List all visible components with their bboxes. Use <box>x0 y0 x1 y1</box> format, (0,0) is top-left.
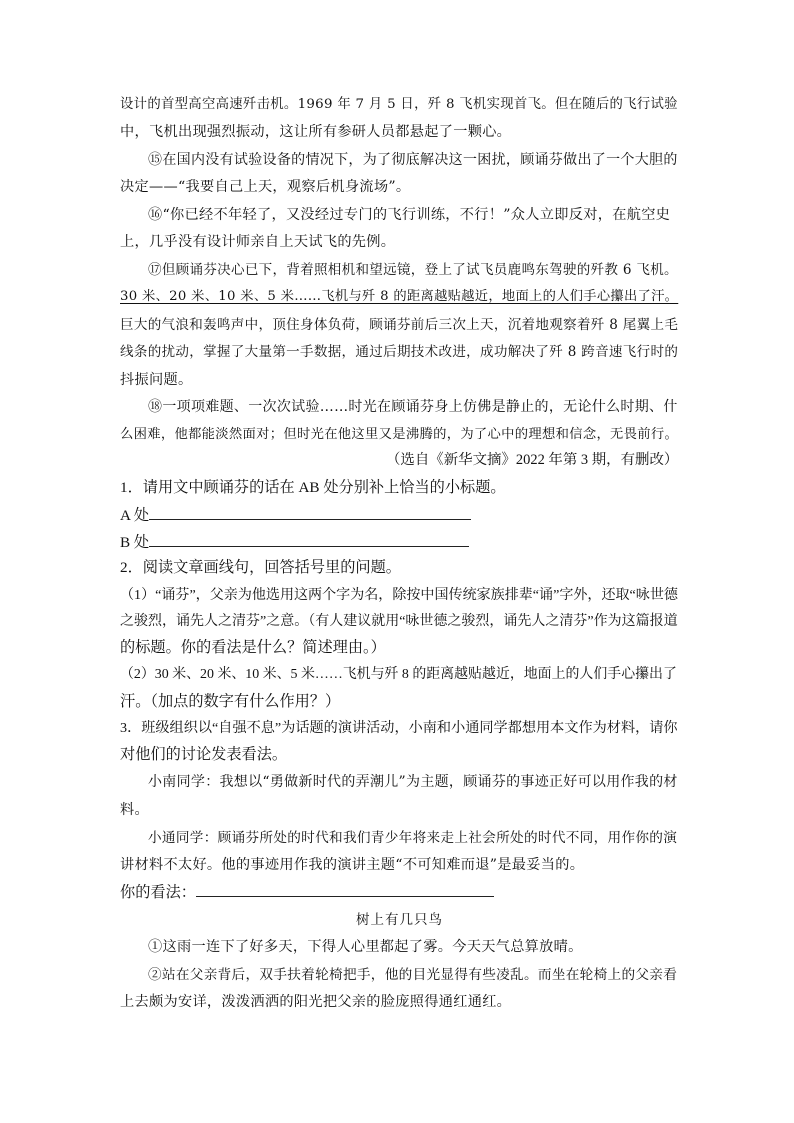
xiaonan-statement: 小南同学：我想以“勇做新时代的弄潮儿”为主题，顾诵芬的事迹正好可以用作我的材 <box>148 774 678 790</box>
paragraph-18: ⑱一项项难题、一次次试验……时光在顾诵芬身上仿佛是静止的，无论什么时期、什 <box>148 399 678 415</box>
answer-b-label: B 处 <box>120 534 150 551</box>
xiaotong-statement: 小通同学：顾诵芬所处的时代和我们青少年将来走上社会所处的时代不同，用作你的演 <box>148 830 678 846</box>
xiaonan-statement-cont: 料。 <box>120 802 149 818</box>
answer-a-blank[interactable] <box>149 505 471 520</box>
passage-2-line: 上去颇为安详，泼泼洒洒的阳光把父亲的脸庞照得通红通红。 <box>120 994 512 1010</box>
answer-a-row <box>120 505 471 526</box>
answer-b-blank[interactable] <box>149 532 469 547</box>
passage-line: 上，几乎没有设计师亲自上天试飞的先例。 <box>120 234 396 250</box>
underlined-sentence: 30 米、20 米、10 米、5 米……飞机与歼 8 的距离越贴越近，地面上的人们手心攥出了汗。 <box>120 289 679 304</box>
passage-line: 中，飞机出现强烈振动，这让所有参研人员都悬起了一颗心。 <box>120 124 512 140</box>
question-1: 1．请用文中顾诵芬的话在 AB 处分别补上恰当的小标题。 <box>120 479 506 496</box>
passage-2-title: 树上有几只鸟 <box>356 912 443 928</box>
passage-line: 么困难，他都能淡然面对；但时光在他这里又是沸腾的，为了心中的理想和信念，无畏前行。 <box>120 427 679 442</box>
paragraph-16: ⑯“你已经不年轻了，又没经过专门的飞行训练，不行！”众人立即反对，在航空史 <box>148 207 671 223</box>
passage-line: 抖振问题。 <box>120 372 193 388</box>
passage-line: 巨大的气浪和轰鸣声中，顶住身体负荷，顾诵芬前后三次上天，沉着地观察着歼 8 尾翼上毛 <box>120 317 679 333</box>
question-2-1-cont: 的标题。你的看法是什么？简述理由。） <box>120 639 386 656</box>
your-view-row <box>120 882 494 903</box>
paragraph-17: ⑰但顾诵芬决心已下，背着照相机和望远镜，登上了试飞员鹿鸣东驾驶的歼教 6 飞机。 <box>148 262 678 278</box>
passage-line: 设计的首型高空高速歼击机。1969 年 7 月 5 日，歼 8 飞机实现首飞。但在随后的飞行试验 <box>120 97 678 112</box>
passage-line: 决定——“我要自己上天，观察后机身流场”。 <box>120 179 411 195</box>
question-2-1-cont: 之骏烈，诵先人之清芬”之意。（有人建议就用“咏世德之骏烈，诵先人之清芬”作为这篇报道 <box>120 614 678 629</box>
paragraph-15: ⑮在国内没有试验设备的情况下，为了彻底解决这一困扰，顾诵芬做出了一个大胆的 <box>148 152 678 168</box>
question-3: 3．班级组织以“自强不息”为话题的演讲活动，小南和小通同学都想用本文作为材料，请你 <box>120 720 678 736</box>
passage-line: 线条的扰动，掌握了大量第一手数据，通过后期技术改进，成功解决了歼 8 跨音速飞行时的 <box>120 344 679 360</box>
question-3-cont: 对他们的讨论发表看法。 <box>120 746 288 763</box>
passage-2-paragraph-1: ①这雨一连下了好多天，下得人心里都起了雾。今天天气总算放晴。 <box>148 939 583 955</box>
question-2-2: （2）30 米、20 米、10 米、5 米……飞机与歼 8 的距离越贴越近，地面上的人们手心攥出了 <box>120 667 677 682</box>
your-view-blank[interactable] <box>196 882 494 897</box>
question-2-2-cont: 汗。（加点的数字有什么作用？） <box>120 693 341 710</box>
question-2: 2．阅读文章画线句，回答括号里的问题。 <box>120 559 401 576</box>
question-2-1: （1）“诵芬”，父亲为他选用这两个字为名，除按中国传统家族排辈“诵”字外，还取“咏世德 <box>120 587 678 603</box>
xiaotong-statement-cont: 讲材料不太好。他的事迹用作我的演讲主题“不可知难而退”是最妥当的。 <box>120 857 585 873</box>
answer-b-row <box>120 532 469 553</box>
passage-2-paragraph-2: ②站在父亲背后，双手扶着轮椅把手，他的目光显得有些凌乱。而坐在轮椅上的父亲看 <box>148 967 678 983</box>
your-view-label: 你的看法： <box>120 884 196 901</box>
source-citation: （选自《新华文摘》2022 年第 3 期，有删改） <box>386 452 679 468</box>
answer-a-label: A 处 <box>120 507 150 524</box>
